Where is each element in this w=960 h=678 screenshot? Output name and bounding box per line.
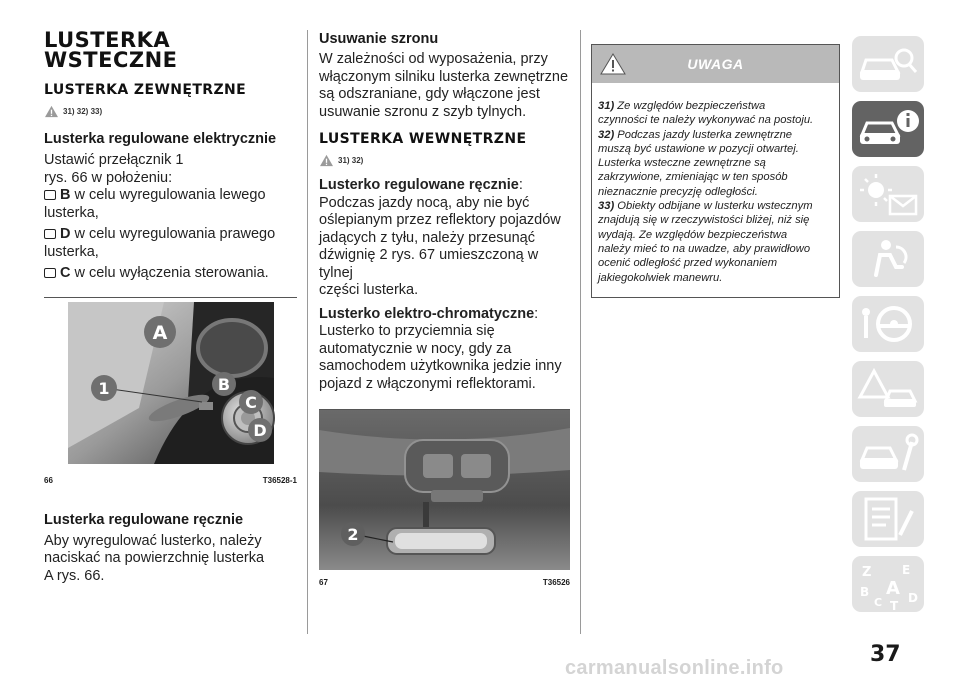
text-line: jakiegokolwiek manewru. bbox=[598, 271, 723, 284]
inline-colon: : bbox=[534, 305, 539, 322]
chapter-title-line2: WSTECZNE bbox=[44, 48, 178, 72]
text-line: dźwignię 2 rys. 67 umieszczoną w tylnej bbox=[319, 247, 539, 281]
figure-number: 67 bbox=[319, 578, 328, 587]
text-line: znajdują się w rzeczywistości bliżej, niż się bbox=[598, 214, 810, 227]
option-text: w celu wyregulowania lewego bbox=[74, 187, 266, 203]
text-line: są odszraniane, gdy włączone jest bbox=[319, 86, 540, 102]
car-wrench-icon bbox=[852, 426, 924, 482]
text-line: rys. 66 w położeniu: bbox=[44, 169, 173, 186]
section-title-interior: LUSTERKA WEWNĘTRZNE bbox=[319, 131, 570, 148]
index-letter: D bbox=[908, 591, 918, 605]
figure-code: T36528-1 bbox=[262, 475, 297, 485]
text-line: czynności te należy wykonywać na postoju. bbox=[598, 114, 814, 127]
option-text: w celu wyregulowania prawego bbox=[74, 226, 276, 242]
warning-triangle-icon bbox=[319, 154, 334, 167]
text-line: Ze względów bezpieczeństwa bbox=[617, 100, 766, 112]
subheading-electric: Lusterka regulowane elektrycznie bbox=[44, 131, 277, 147]
manual-exterior-text bbox=[44, 533, 297, 586]
option-key: D bbox=[60, 226, 71, 242]
alphabet-index-icon bbox=[852, 556, 924, 612]
car-info-icon bbox=[852, 101, 924, 157]
option-d bbox=[44, 226, 297, 244]
column-exterior-mirrors bbox=[44, 30, 297, 585]
text-line: oślepianym przez reflektory pojazdów bbox=[319, 212, 561, 228]
text-line: A rys. 66. bbox=[44, 567, 105, 584]
text-line: Lusterko to przyciemnia się bbox=[319, 323, 495, 339]
option-key: C bbox=[60, 265, 71, 281]
text-line: Podczas jazdy nocą, aby nie być bbox=[319, 194, 530, 211]
figure-number: 66 bbox=[44, 475, 53, 485]
text-line: Lusterka wsteczne zewnętrzne są bbox=[598, 157, 766, 170]
subheading-manual-exterior: Lusterka regulowane ręcznie bbox=[44, 511, 244, 528]
text-line: naciskać na powierzchnię lusterka bbox=[44, 550, 265, 566]
figure-66 bbox=[44, 297, 297, 485]
text-line: ocenić odległość przed wykonaniem bbox=[598, 257, 778, 270]
index-letter: A bbox=[886, 578, 900, 599]
figure-66-image bbox=[44, 298, 297, 468]
inline-heading: Lusterko regulowane ręcznie bbox=[319, 177, 519, 193]
subheading-defrost: Usuwanie szronu bbox=[319, 31, 439, 47]
electric-instructions bbox=[44, 152, 297, 283]
lights-envelope-icon bbox=[852, 166, 924, 222]
figure-67-caption bbox=[319, 575, 570, 587]
text-line: muszą być ustawione w pozycji otwartej. bbox=[598, 142, 799, 155]
warning-triangle-car-icon bbox=[852, 361, 924, 417]
page-number: 37 bbox=[870, 642, 901, 667]
index-letter: E bbox=[902, 563, 911, 577]
option-c bbox=[44, 265, 297, 283]
callout-d: D bbox=[253, 420, 267, 440]
tab-alphabet-index[interactable] bbox=[852, 556, 924, 612]
warning-box bbox=[591, 44, 840, 298]
tab-airbag[interactable] bbox=[852, 231, 924, 287]
option-b bbox=[44, 187, 297, 205]
index-letter: B bbox=[860, 585, 870, 599]
warning-number: 32) bbox=[598, 128, 615, 141]
warning-refs-text: 31) 32) 33) bbox=[63, 107, 103, 116]
text-line: pojazd z włączonymi reflektorami. bbox=[319, 375, 536, 392]
callout-b: B bbox=[217, 374, 231, 394]
column-divider bbox=[307, 30, 308, 634]
figure-67-image bbox=[319, 410, 570, 570]
warning-header bbox=[592, 45, 839, 83]
text-line: włączonym silniku lusterka zewnętrzne bbox=[319, 68, 569, 85]
switch-icon bbox=[44, 190, 56, 200]
car-search-icon bbox=[852, 36, 924, 92]
text-line: wydają. Ze względów bezpieczeństwa bbox=[598, 228, 788, 241]
column-warning bbox=[591, 30, 840, 298]
callout-1: 1 bbox=[98, 378, 110, 398]
text-line: samochodem użytkownika jedzie inny bbox=[319, 358, 562, 374]
index-letter: Z bbox=[862, 565, 872, 580]
callout-a: A bbox=[152, 321, 168, 344]
switch-icon bbox=[44, 229, 56, 239]
tab-steering[interactable] bbox=[852, 296, 924, 352]
callout-2: 2 bbox=[347, 525, 359, 544]
tab-lights-envelope[interactable] bbox=[852, 166, 924, 222]
text-line: części lusterka. bbox=[319, 282, 419, 298]
tab-maintenance[interactable] bbox=[852, 426, 924, 482]
spec-sheet-icon bbox=[852, 491, 924, 547]
electrochromatic-text bbox=[319, 306, 570, 394]
warning-triangle-icon bbox=[44, 105, 59, 118]
text-line: zakrzywione, zmieniając w ten sposób bbox=[598, 171, 788, 184]
tab-car-search[interactable] bbox=[852, 36, 924, 92]
chapter-title-line1: LUSTERKA bbox=[44, 28, 171, 52]
column-divider bbox=[580, 30, 581, 634]
warning-refs bbox=[44, 105, 297, 118]
airbag-person-icon bbox=[852, 231, 924, 287]
inline-colon: : bbox=[518, 177, 523, 193]
text-line: usuwanie szronu z szyb tylnych. bbox=[319, 103, 527, 120]
switch-icon bbox=[44, 268, 56, 278]
watermark: carmanualsonline.info bbox=[565, 657, 784, 678]
tab-emergency[interactable] bbox=[852, 361, 924, 417]
tab-car-info[interactable] bbox=[852, 101, 924, 157]
steering-wheel-icon bbox=[852, 296, 924, 352]
text-line: Aby wyregulować lusterko, należy bbox=[44, 532, 262, 549]
figure-66-caption bbox=[44, 473, 297, 485]
text-line: Podczas jazdy lusterka zewnętrzne bbox=[617, 128, 793, 141]
text-line: W zależności od wyposażenia, przy bbox=[319, 51, 548, 67]
callout-c: C bbox=[245, 392, 257, 412]
manual-interior-text bbox=[319, 177, 570, 300]
text-line: Ustawić przełącznik 1 bbox=[44, 152, 184, 168]
text-line: jadących z tyłu, należy przesunąć bbox=[319, 229, 535, 246]
section-title-exterior: LUSTERKA ZEWNĘTRZNE bbox=[44, 82, 297, 99]
figure-67 bbox=[319, 409, 570, 587]
chapter-title bbox=[44, 30, 297, 70]
warning-refs-text: 31) 32) bbox=[338, 156, 364, 165]
warning-refs bbox=[319, 154, 570, 167]
inline-heading: Lusterko elektro-chromatyczne bbox=[319, 305, 535, 322]
text-line: należy mieć to na uwadze, aby prawidłowo bbox=[598, 242, 811, 255]
option-text: w celu wyłączenia sterowania. bbox=[74, 265, 269, 281]
figure-code: T36526 bbox=[542, 578, 570, 587]
warning-title: UWAGA bbox=[687, 56, 744, 72]
text-line: automatycznie w nocy, gdy za bbox=[319, 340, 512, 357]
warning-number: 33) bbox=[598, 200, 615, 213]
text-line: lusterka, bbox=[44, 204, 99, 221]
tab-specs[interactable] bbox=[852, 491, 924, 547]
index-letter: C bbox=[874, 596, 883, 609]
column-interior-mirror bbox=[319, 30, 570, 587]
warning-number: 31) bbox=[598, 100, 615, 112]
defrost-text bbox=[319, 51, 570, 121]
index-letter: T bbox=[890, 599, 899, 612]
warning-body bbox=[592, 83, 839, 297]
text-line: nieznacznie precyzję odległości. bbox=[598, 185, 758, 198]
text-line: Obiekty odbijane w lusterku wstecznym bbox=[617, 200, 813, 213]
text-line: lusterka, bbox=[44, 243, 99, 260]
option-key: B bbox=[60, 187, 71, 203]
